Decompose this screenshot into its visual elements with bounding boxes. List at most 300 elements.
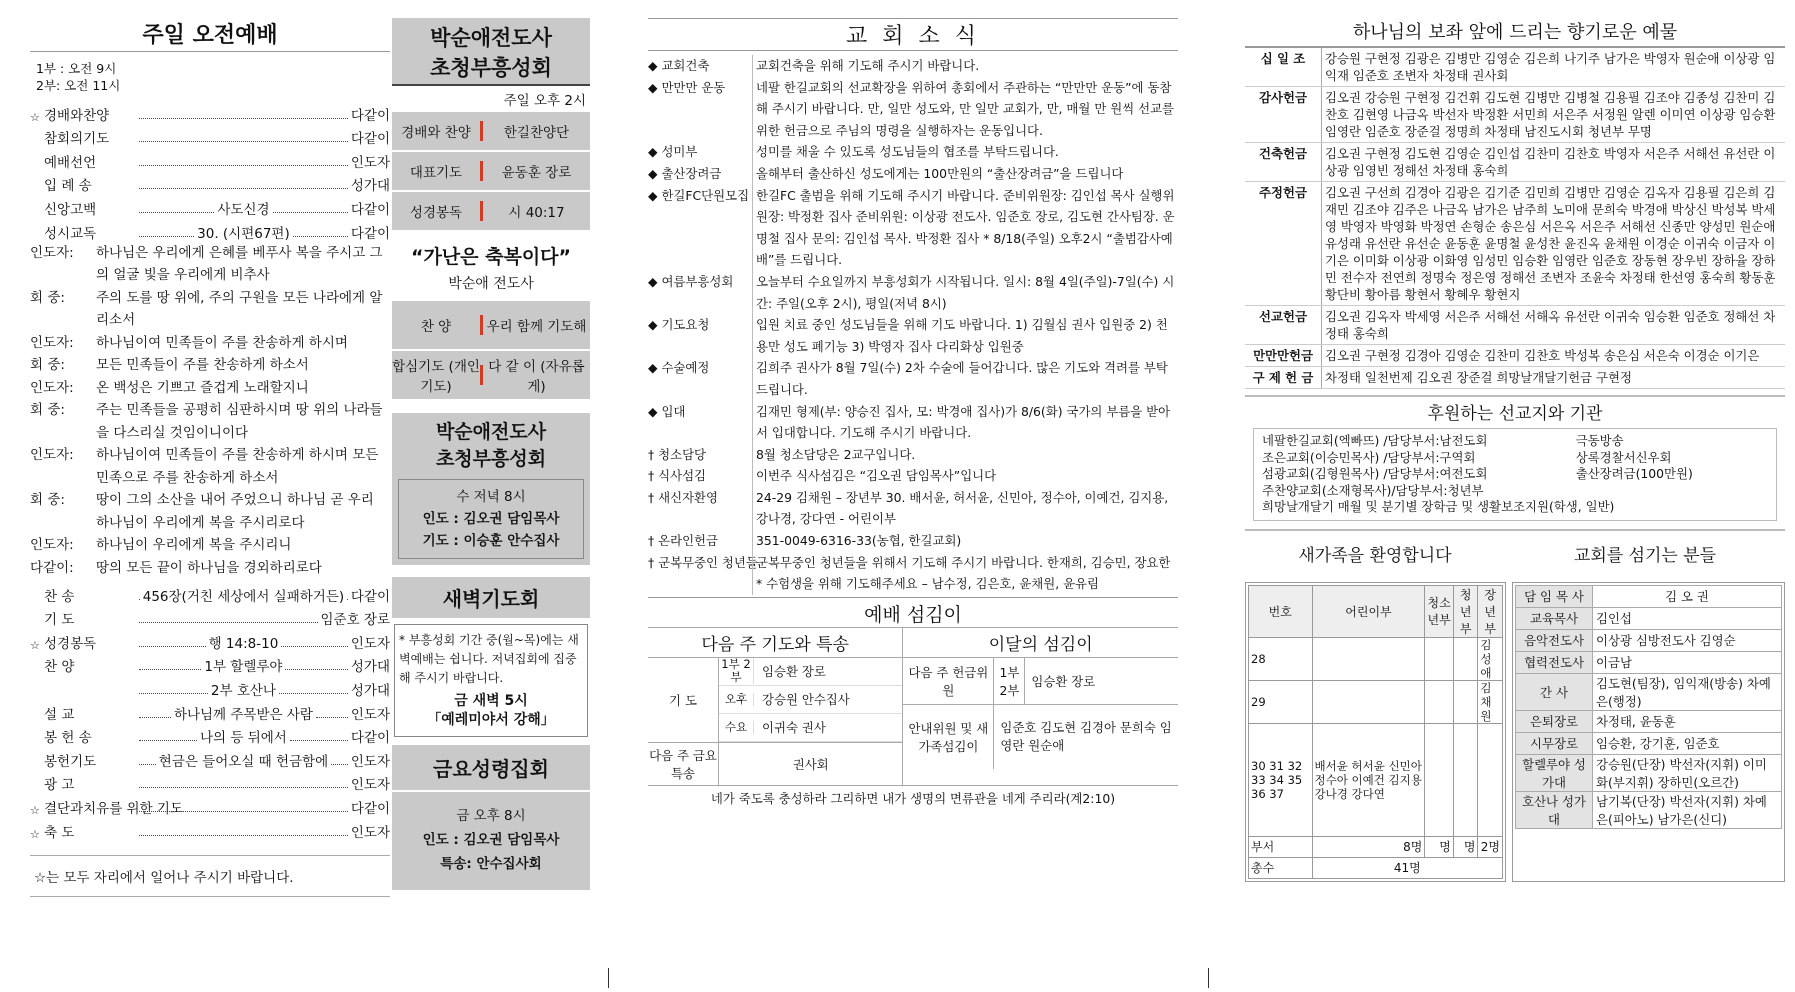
news-item-label: † 식사섬김 (648, 468, 707, 484)
order-row (30, 194, 390, 218)
dot-leader (139, 212, 214, 213)
news-item (648, 444, 1178, 466)
dot-leader (316, 717, 348, 718)
offering-row (1245, 143, 1785, 182)
friday-special-row (648, 742, 902, 785)
order-mark: ☆ (30, 804, 40, 817)
guest-cell (1425, 637, 1454, 680)
guest-total-cell: 8명 (1312, 836, 1425, 857)
order-leader: 인도자 (350, 635, 391, 652)
news-item-text: 군복무중인 청년들을 위해서 기도해 주시기 바랍니다. 한재희, 김승민, 장요한 * 수험생을 위해 기도해주세요 – 남수정, 김은호, 윤채원, 윤유림 (752, 552, 1178, 595)
dot-leader (139, 646, 206, 647)
staff-names: 강승원(단장) 박선자(지휘) 이미화(부지휘) 장하민(오르간) (1593, 754, 1782, 791)
order-leader: 성가대 (350, 178, 390, 195)
responsive-line (30, 557, 390, 580)
prayer-person: 임승환 장로 (762, 664, 826, 680)
prayer-row (719, 658, 902, 686)
order-label: 성경봉독 (44, 635, 97, 652)
offering-category: 감사헌금 (1245, 87, 1322, 143)
staff-role: 호산나 성가대 (1516, 791, 1593, 828)
order-leader: 다같이 (350, 201, 391, 218)
news-item-label: ◆ 여름부흥성회 (648, 273, 734, 289)
order-row (30, 171, 390, 195)
dot-leader (139, 141, 348, 142)
order-leader: 성가대 (350, 659, 390, 676)
staff-role: 할렐루야 성가대 (1516, 754, 1593, 791)
dot-leader (347, 599, 348, 600)
dot-leader (139, 669, 201, 670)
revival-program-value: 한길찬양단 (503, 125, 570, 141)
staff-role: 담 임 목 사 (1516, 585, 1593, 607)
mission-item: 섬광교회(김형원목사) /담당부서:여전도회 (1262, 466, 1488, 481)
revival-program (392, 112, 590, 232)
order-row (30, 675, 390, 699)
order-label: 봉 헌 송 (44, 730, 92, 747)
order-mark: ☆ (30, 827, 40, 841)
offering-category: 만만만헌금 (1245, 345, 1322, 367)
offering-donors: 김오권 김옥자 박세영 서은주 서해선 서해옥 유선란 이귀숙 임승환 임준호 정해선 차정태 홍숙희 (1322, 306, 1786, 345)
order-detail: 나의 등 뒤에서 (200, 730, 287, 747)
news-item-text: 351-0049-6316-33(농협, 한길교회) (752, 530, 1178, 552)
revival-program-label: 경배와 찬양 (401, 125, 471, 141)
offering-category: 건축헌금 (1245, 143, 1322, 182)
revival-title-box (392, 18, 590, 86)
dot-leader (293, 236, 348, 237)
guest-row (1249, 723, 1503, 836)
order-leader: 임준호 장로 (320, 612, 390, 629)
revival-program-row (392, 152, 590, 192)
responsive-text: 하나님이 우리에게 복을 주시리니 (96, 537, 292, 554)
guest-row (1249, 680, 1503, 723)
order-list (30, 100, 390, 242)
mission-item: 네팔한길교회(엑빠뜨) /담당부서:남전도회 (1262, 433, 1488, 448)
responsive-text: 모든 민족들이 주를 찬송하게 하소서 (96, 357, 309, 374)
offering-donors: 김오권 강승원 구현정 김건휘 김도현 김병만 김병철 김용필 김조야 김종성 김찬미 김찬호 김현영 나금옥 박선자 박정환 서민희 서은주 서정원 알렌 이미연 이상광 임승환 임영란 임준호 장준걸 정명희 차정태 남진도시회 청년부 무명 (1322, 87, 1786, 143)
offering-donors: 강승원 구현정 김광은 김병만 김영순 김은희 나기주 남가은 박영자 원순애 이상광 임익재 임준호 조변자 차정태 권사회 (1322, 48, 1786, 87)
news-item-text: 네팔 한길교회의 선교확장을 위하여 총회에서 주관하는 “만만만 운동”에 동참해 주시기 바랍니다. 만, 일만 성도와, 만 일만 교회가, 만, 매월 만 원씩 선교를 위한 헌금으로 주님의 명령을 실행하자는 운동입니다. (752, 77, 1178, 142)
friday-time: 금 오후 8시 (456, 808, 526, 824)
order-leader: 인도자 (350, 753, 390, 770)
staff-names: 이금남 (1593, 651, 1782, 673)
order-leader: 성가대 (350, 683, 391, 700)
order-row (30, 100, 390, 124)
guest-sum-label: 총수 (1249, 857, 1313, 878)
revival-box-2 (392, 413, 590, 565)
responsive-text: 땅이 그의 소산을 내어 주었으니 하나님 곧 우리 하나님이 우리에게 복을 주시리로다 (96, 492, 374, 531)
mission-item: 상록경찰서신우회 (1575, 449, 1672, 465)
order-leader: 다같이 (350, 131, 390, 148)
order-label: 참회의기도 (44, 131, 110, 148)
offering-donors: 김오권 구현정 김경아 김영순 김찬미 김찬호 박성복 송은심 서은숙 이경순 이기은 (1322, 345, 1786, 367)
order-detail: 30. (시편67편) (197, 225, 290, 242)
revival-program-label: 합심기도 (개인기도) (392, 359, 480, 395)
dawn-prayer-time: 금 새벽 5시 (454, 693, 528, 709)
welcome-title: 새가족을 환영합니다 (1298, 545, 1452, 566)
order-mark: ☆ (30, 110, 40, 124)
new-family-table (1248, 585, 1503, 879)
revival-program-label: 대표기도 (409, 165, 463, 181)
responsive-speaker: 인도자: (30, 334, 74, 351)
staff-role: 교육목사 (1516, 607, 1593, 629)
order-label: 경배와찬양 (44, 107, 110, 124)
mission-bottom: 희망날개달기 매월 및 분기별 장학금 및 생활보조지원(학생, 일반) (1262, 499, 1615, 514)
responsive-speaker: 회 중: (30, 289, 65, 306)
new-family-box (1245, 582, 1506, 882)
mission-item: 극동방송 (1575, 433, 1624, 448)
responsive-reading (30, 242, 390, 580)
guest-sum-value: 41명 (1312, 857, 1502, 878)
next-week-prayer (648, 628, 903, 785)
offering-category: 선교헌금 (1245, 306, 1322, 345)
dot-leader (139, 740, 197, 741)
guest-cell (1453, 637, 1478, 680)
offering-category: 주정헌금 (1245, 182, 1322, 306)
offering-donors: 차정태 일천번제 김오권 장준걸 희망날개달기헌금 구현정 (1322, 367, 1786, 389)
responsive-text: 주의 도를 땅 위에, 주의 구원을 모든 나라에게 알리소서 (96, 289, 383, 329)
responsive-line (30, 354, 390, 377)
order-label: 찬 양 (44, 659, 75, 676)
prayer-service: 1부 2부 (719, 658, 754, 684)
order-label: 찬 송 (44, 588, 75, 605)
order-leader: 인도자 (350, 824, 390, 841)
guest-cell (1312, 637, 1425, 680)
order-label: 설 교 (44, 706, 75, 723)
mission-title: 후원하는 선교지와 기관 (1245, 395, 1785, 424)
service-time-2: 2부: 오전 11시 (36, 78, 121, 93)
guest-cell: 29 (1249, 680, 1313, 723)
offering-donors: 김오권 구현정 김도현 김영순 김인섭 김찬미 김찬호 박영자 서은주 서해선 유선란 이상광 임영빈 정해선 차정태 홍숙희 (1322, 143, 1786, 182)
responsive-speaker: 다같이: (30, 559, 74, 576)
prayer-service: 수요 (719, 721, 754, 734)
friday-meeting-title: 금요성령집회 (392, 745, 590, 790)
news-item-text: 김희주 권사가 8월 7일(수) 2차 수술에 들어갑니다. 많은 기도와 격려를 부탁드립니다. (752, 357, 1178, 400)
responsive-line (30, 489, 390, 534)
news-item-label: † 청소담당 (648, 446, 707, 462)
order-leader: 다같이 (350, 588, 391, 605)
guest-header: 청년부 (1453, 585, 1478, 637)
news-item (648, 185, 1178, 271)
revival-column (392, 18, 590, 956)
revival-box-2-time: 수 저녁 8시 (456, 489, 526, 505)
revival-program-row (392, 192, 590, 232)
offering-row (1245, 87, 1785, 143)
order-row (30, 652, 390, 676)
revival-title-2: 초청부흥성회 (430, 55, 552, 80)
service-time-1: 1부 : 오전 9시 (36, 61, 117, 76)
guest-cell: 28 (1249, 637, 1313, 680)
prayer-person: 강승원 안수집사 (762, 692, 850, 708)
responsive-line (30, 377, 390, 400)
responsive-speaker: 인도자: (30, 537, 74, 554)
staff-names: 김인섭 (1593, 607, 1782, 629)
responsive-text: 온 백성은 기쁘고 즐겁게 노래할지니 (96, 379, 309, 396)
sermon-title: “가난은 축복이다” (410, 246, 572, 268)
offering-donors: 김오권 구선희 김경아 김광은 김기준 김민희 김병만 김영순 김옥자 김용필 김은희 김재민 김조야 김주은 나금옥 남가은 남주희 노미애 문희숙 박경애 박상신 박성복 박세영 박영자 박영화 박정연 손형순 송은심 서은옥 서은주 서해선 신종만 양성민 원순애 유성래 유선란 유선순 윤동훈 윤명철 윤성찬 윤진옥 윤채원 이경순 이귀숙 이금자 이기은 이미화 이상광 이화영 임성민 임승환 임영란 임준호 장동현 장우빈 장하율 장하민 전수자 전연희 정명숙 정은영 정해선 조변자 조윤숙 차정태 한선영 홍숙희 황동훈 황단비 황아름 황현서 황혜우 황현지 (1322, 182, 1786, 306)
order-row (30, 218, 390, 242)
revival-program-label: 찬 양 (420, 319, 452, 335)
dawn-prayer-book: 「예레미야서 강해」 (427, 712, 555, 728)
guest-cell: 30 31 32 33 34 35 36 37 (1249, 723, 1313, 836)
guest-total-cell: 명 (1425, 836, 1454, 857)
staff-row (1516, 651, 1782, 673)
responsive-line (30, 332, 390, 355)
revival-program-2 (392, 301, 590, 401)
news-item-label: ◆ 기도요청 (648, 317, 710, 333)
next-week-prayer-title: 다음 주 기도와 특송 (648, 628, 902, 658)
staff-box (1512, 582, 1785, 882)
serve-title: 예배 섬김이 (648, 597, 1178, 627)
responsive-line (30, 534, 390, 557)
dot-leader (139, 693, 208, 694)
order-leader: 다같이 (350, 225, 391, 242)
order-detail: 현금은 들어오실 때 헌금함에 (158, 753, 329, 770)
service-times (36, 60, 390, 94)
guest-cell: 김성애 (1478, 637, 1503, 680)
order-label: 성시교독 (44, 225, 97, 242)
offering-row (1245, 345, 1785, 367)
revival-program-value: 윤동훈 장로 (501, 165, 572, 181)
guest-cell (1312, 680, 1425, 723)
news-item-label: † 새신자환영 (648, 489, 718, 505)
order-label: 예배선언 (44, 154, 97, 171)
prayer-rows (648, 658, 902, 742)
mission-box (1253, 428, 1777, 521)
prayer-person: 이귀숙 권사 (762, 720, 826, 736)
standing-note: ☆는 모두 자리에서 일어나 주시기 바랍니다. (30, 855, 390, 897)
order-row (30, 770, 390, 794)
guest-cell: 배서윤 허서윤 신민아 정수아 이예건 김지용 강나경 강다연 (1312, 723, 1425, 836)
news-item (648, 401, 1178, 444)
order-row (30, 793, 390, 817)
news-item-text: 24-29 김채원 – 장년부 30. 배서윤, 허서윤, 신민아, 정수아, 이예건, 김지용, 강나경, 강다연 - 어린이부 (752, 487, 1178, 530)
order-leader: 인도자 (350, 777, 390, 794)
order-label: 신앙고백 (44, 201, 97, 218)
order-row (30, 147, 390, 171)
dot-leader (273, 212, 348, 213)
news-item (648, 465, 1178, 487)
news-item-text: 오늘부터 수요일까지 부흥성회가 시작됩니다. 일시: 8월 4일(주일)-7일(수) 시간: 주일(오후 2시), 평일(저녁 8시) (752, 271, 1178, 314)
news-item-label: ◆ 만만만 운동 (648, 79, 726, 95)
guest-cell (1453, 723, 1478, 836)
responsive-text: 땅의 모든 끝이 하나님을 경외하리로다 (96, 559, 322, 576)
staff-row (1516, 732, 1782, 754)
dot-leader (290, 740, 348, 741)
offering-column (1245, 18, 1785, 968)
guest-cell (1425, 680, 1454, 723)
responsive-speaker: 인도자: (30, 244, 74, 261)
responsive-line (30, 287, 390, 332)
responsive-speaker: 회 중: (30, 402, 65, 419)
staff-table (1515, 585, 1782, 829)
dot-leader (285, 669, 347, 670)
order-detail: 행 14:8-10 (208, 635, 279, 652)
news-item-text: 올해부터 출산하신 성도에게는 100만원의 “출산장려금”을 드립니다 (752, 163, 1178, 185)
responsive-line (30, 399, 390, 444)
news-item (648, 141, 1178, 163)
guest-total-row (1249, 836, 1503, 857)
order-row (30, 124, 390, 148)
staff-row (1516, 754, 1782, 791)
offering-row (1245, 306, 1785, 345)
staff-names: 차정태, 윤동훈 (1593, 710, 1782, 732)
news-item (648, 55, 1178, 77)
guest-cell (1425, 723, 1454, 836)
serve-table (648, 627, 1178, 785)
revival-title-1: 박순애전도사 (430, 25, 552, 50)
dawn-prayer-title: 새벽기도회 (392, 577, 590, 618)
responsive-speaker: 인도자: (30, 447, 74, 464)
revival-program-value: 우리 함께 기도해 (486, 319, 587, 335)
news-item-text: 한길FC 출범을 위해 기도해 주시기 바랍니다. 준비위원장: 김인섭 목사 실행위원장: 박정환 집사 준비위원: 이상광 전도사. 임준호 장로, 김도현 간사팀장. 운명철 집사 문의: 김인섭 목사. 박정환 집사 * 8/18(주일) 오후2시 “출범감사예배”를 드립니다. (752, 185, 1178, 271)
dot-leader (279, 693, 348, 694)
guest-cell: 김채원 (1478, 680, 1503, 723)
order-leader: 다같이 (350, 107, 390, 124)
page-divider (608, 968, 609, 988)
friday-special-value: 권사회 (792, 756, 829, 772)
news-item (648, 77, 1178, 142)
guest-row (1249, 637, 1503, 680)
revival-box-2-title-1: 박순애전도사 (435, 421, 547, 443)
revival-program-row (392, 301, 590, 351)
order-row (30, 581, 390, 605)
dot-leader (331, 764, 348, 765)
staff-names: 임승환, 강기훈, 임준호 (1593, 732, 1782, 754)
responsive-line (30, 242, 390, 287)
order-leader: 인도자 (350, 706, 390, 723)
revival-box-2-title-2: 초청부흥성회 (435, 448, 547, 470)
responsive-line (30, 444, 390, 489)
prayer-row (719, 714, 902, 742)
news-item (648, 163, 1178, 185)
mission-item: 출산장려금(100만원) (1575, 466, 1693, 481)
order-leader: 다같이 (350, 801, 390, 817)
staff-row (1516, 791, 1782, 828)
dot-leader (139, 599, 140, 600)
order-detail: 456장(거친 세상에서 실패하거든) (142, 588, 345, 605)
prayer-list (719, 658, 902, 742)
order-label: 기 도 (44, 612, 75, 629)
dawn-prayer-note: * 부흥성회 기간 중(월~목)에는 새벽예배는 쉽니다. 저녁집회에 집중해 주시기 바랍니다. (399, 633, 579, 685)
usher-members: 임준호 김도현 김경아 문희숙 임영란 원순애 (1000, 719, 1172, 753)
news-item (648, 530, 1178, 552)
revival-program-label: 성경봉독 (409, 205, 463, 221)
news-item-label: ◆ 성미부 (648, 144, 698, 160)
worship-title: 주일 오전예배 (30, 18, 390, 52)
order-detail: 2부 호산나 (210, 683, 276, 700)
order-label: 축 도 (44, 824, 75, 841)
friday-special: 특송: 안수집사회 (440, 856, 542, 872)
news-item (648, 552, 1178, 595)
order-row (30, 817, 390, 841)
prayer-row (719, 686, 902, 714)
usher-label: 안내위원 및 새가족섬김이 (903, 705, 994, 769)
order-row (30, 699, 390, 723)
staff-names: 이상광 심방전도사 김영순 (1593, 629, 1782, 651)
staff-row (1516, 585, 1782, 607)
staff-names: 남기복(단장) 박선자(지휘) 차예은(피아노) 남가은(신디) (1593, 791, 1782, 828)
revival-box-2-lead: 인도 : 김오권 담임목사 (422, 511, 560, 527)
staff-role: 간 사 (1516, 673, 1593, 710)
staff-row (1516, 607, 1782, 629)
order-detail: 사도신경 (217, 201, 270, 218)
friday-special-label: 다음 주 금요특송 (648, 743, 719, 785)
revival-box-2-detail (398, 479, 584, 559)
guest-header: 번호 (1249, 585, 1313, 637)
revival-box-2-prayer: 기도 : 이승훈 안수집사 (422, 533, 560, 549)
offering-title: 하나님의 보좌 앞에 드리는 향기로운 예물 (1245, 18, 1785, 48)
order-list-2 (30, 581, 390, 841)
monthly-servers-title: 이달의 섬김이 (903, 628, 1178, 658)
order-leader: 다같이 (350, 730, 390, 747)
dot-leader (139, 787, 348, 788)
preacher: 박순애 전도사 (448, 276, 534, 292)
dot-leader (139, 764, 156, 765)
order-detail: 하나님께 주목받은 사람 (173, 706, 313, 723)
revival-program-value: 다 같 이 (자유롭게) (488, 359, 585, 395)
mission-list-right (1576, 433, 1768, 499)
dot-leader (139, 622, 318, 623)
mission-list-left (1262, 433, 1576, 499)
monthly-servers (903, 628, 1178, 785)
friday-meeting-box (392, 790, 590, 890)
news-item-text: 성미를 채울 수 있도록 성도님들의 협조를 부탁드립니다. (752, 141, 1178, 163)
guest-sum-row (1249, 857, 1503, 878)
offering-committee-member: 임승환 장로 (1031, 673, 1096, 689)
staff-names: 김도현(팀장), 임익재(방송) 차예은(행정) (1593, 673, 1782, 710)
offering-committee-label: 다음 주 헌금위원 (903, 658, 994, 704)
staff-row (1516, 710, 1782, 732)
prayer-service: 오후 (719, 693, 754, 706)
order-row (30, 746, 390, 770)
responsive-text: 하나님이여 민족들이 주를 찬송하게 하시며 모든 민족으로 주를 찬송하게 하소서 (96, 447, 379, 486)
responsive-text: 주는 민족들을 공평히 심판하시며 땅 위의 나라들을 다스리실 것임이니이다 (96, 402, 383, 441)
mission-item: 주찬양교회(소재형목사)/담당부서:청년부 (1262, 482, 1484, 498)
news-item-label: ◆ 수술예정 (648, 360, 710, 376)
news-item-label: ◆ 교회건축 (648, 58, 710, 73)
order-label: 입 례 송 (44, 178, 92, 195)
guest-total-label: 부서 (1249, 836, 1313, 857)
offering-row (1245, 48, 1785, 87)
responsive-speaker: 인도자: (30, 379, 74, 396)
offering-row (1245, 182, 1785, 306)
news-item (648, 271, 1178, 314)
offering-committee-row (903, 658, 1178, 705)
usher-row (903, 705, 1178, 769)
offering-category: 구 제 헌 금 (1245, 367, 1322, 389)
news-item-label: † 군복무중인 청년들 (648, 554, 758, 570)
news-item-text: 교회건축을 위해 기도해 주시기 바랍니다. (752, 55, 1178, 77)
revival-program-row (392, 351, 590, 401)
dot-leader (139, 717, 171, 718)
page-divider (1208, 968, 1209, 988)
news-item-text: 8월 청소담당은 2교구입니다. (752, 444, 1178, 466)
dot-leader (281, 646, 348, 647)
news-item-text: 김재민 형제(부: 양승진 집사, 모: 박경애 집사)가 8/6(화) 국가의 부름을 받아서 입대합니다. 기도해 주시기 바랍니다. (752, 401, 1178, 444)
guest-header: 장년부 (1478, 585, 1503, 637)
guest-cell (1478, 723, 1503, 836)
friday-lead: 인도 : 김오권 담임목사 (422, 832, 560, 848)
mission-item: 조은교회(이승민목사) /담당부서:구역회 (1262, 449, 1476, 465)
prayer-label: 기 도 (648, 658, 719, 742)
dot-leader (139, 236, 194, 237)
news-list (648, 55, 1178, 595)
order-row (30, 723, 390, 747)
order-detail: 1부 할렐루야 (204, 659, 283, 676)
news-item-label: † 온라인헌금 (648, 533, 718, 549)
staff-role: 협력전도사 (1516, 651, 1593, 673)
guest-cell (1453, 680, 1478, 723)
news-item-label: ◆ 입대 (648, 403, 686, 419)
